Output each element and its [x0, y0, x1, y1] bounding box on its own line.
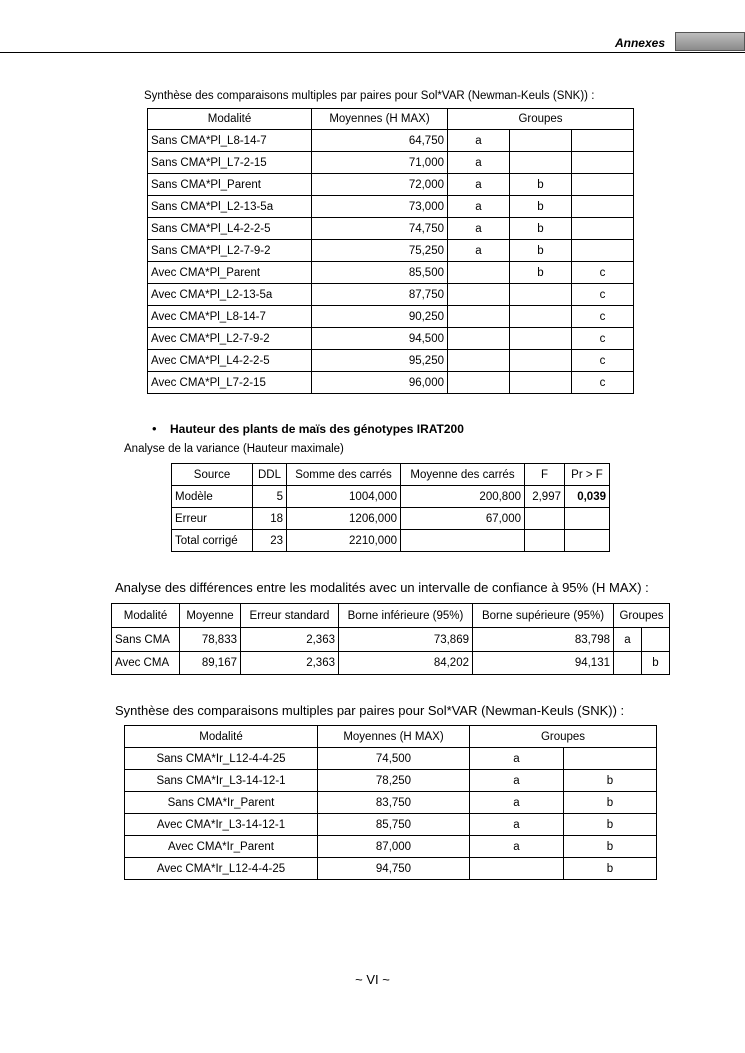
- diff-caption: Analyse des différences entre les modalités avec un intervalle de confiance à 95% (H MAX) :: [115, 580, 649, 595]
- table-row: [148, 218, 634, 240]
- cell: Avec CMA*Ir_Parent: [125, 836, 318, 858]
- section-heading: Hauteur des plants de maïs des génotypes IRAT200: [170, 422, 464, 436]
- cell: b: [510, 262, 572, 284]
- table-row: [112, 652, 670, 675]
- cell: 64,750: [312, 130, 448, 152]
- table-row: [148, 152, 634, 174]
- cell: Avec CMA: [112, 652, 180, 675]
- table1-header-groupes: Groupes: [448, 109, 634, 130]
- cell: 74,750: [312, 218, 448, 240]
- cell: 90,250: [312, 306, 448, 328]
- cell: Modèle: [172, 486, 253, 508]
- cell: Total corrigé: [172, 530, 253, 552]
- cell: a: [470, 836, 564, 858]
- table-row: [172, 486, 610, 508]
- table-row: [172, 530, 610, 552]
- cell: 85,750: [318, 814, 470, 836]
- table-row: [125, 858, 657, 880]
- cell: b: [564, 836, 657, 858]
- cell: 87,000: [318, 836, 470, 858]
- anova-header-moyenne: Moyenne des carrés: [401, 464, 525, 486]
- header-decoration-box: [675, 32, 745, 51]
- table-row: [112, 628, 670, 652]
- anova-header-ddl: DDL: [253, 464, 287, 486]
- cell: [572, 218, 634, 240]
- cell: [510, 284, 572, 306]
- cell: 89,167: [180, 652, 241, 675]
- anova-header-f: F: [525, 464, 565, 486]
- table-row: [148, 284, 634, 306]
- cell: 95,250: [312, 350, 448, 372]
- cell: a: [448, 218, 510, 240]
- cell: 200,800: [401, 486, 525, 508]
- cell: [572, 130, 634, 152]
- table1-snk-pl: [147, 108, 634, 394]
- table-row: [125, 836, 657, 858]
- cell: 73,869: [339, 628, 473, 652]
- table2-snk-ir: [124, 725, 657, 880]
- cell: [448, 350, 510, 372]
- table-row: [172, 508, 610, 530]
- cell: [565, 508, 610, 530]
- cell: 94,131: [473, 652, 614, 675]
- cell: Sans CMA*Ir_Parent: [125, 792, 318, 814]
- table-row: [148, 328, 634, 350]
- anova-caption: Analyse de la variance (Hauteur maximale): [124, 443, 344, 455]
- cell: [564, 748, 657, 770]
- cell: Sans CMA*Pl_Parent: [148, 174, 312, 196]
- cell: Sans CMA*Ir_L3-14-12-1: [125, 770, 318, 792]
- cell: [572, 152, 634, 174]
- table-row: [148, 174, 634, 196]
- cell: 78,250: [318, 770, 470, 792]
- cell: 23: [253, 530, 287, 552]
- cell: 2,363: [241, 628, 339, 652]
- cell: a: [614, 628, 642, 652]
- table-row: [148, 372, 634, 394]
- cell: 74,500: [318, 748, 470, 770]
- cell: a: [448, 240, 510, 262]
- cell: a: [448, 130, 510, 152]
- cell: [510, 130, 572, 152]
- cell: [448, 306, 510, 328]
- cell: 2210,000: [287, 530, 401, 552]
- cell: Erreur: [172, 508, 253, 530]
- cell: 83,798: [473, 628, 614, 652]
- cell: [572, 174, 634, 196]
- cell: b: [564, 792, 657, 814]
- cell: [614, 652, 642, 675]
- cell: [572, 196, 634, 218]
- cell: a: [448, 174, 510, 196]
- cell: [525, 530, 565, 552]
- cell: a: [470, 814, 564, 836]
- cell: Sans CMA*Pl_L4-2-2-5: [148, 218, 312, 240]
- cell: 71,000: [312, 152, 448, 174]
- cell: Avec CMA*Pl_L4-2-2-5: [148, 350, 312, 372]
- table2-header-modalite: Modalité: [125, 726, 318, 748]
- table-row: [148, 306, 634, 328]
- cell: 94,750: [318, 858, 470, 880]
- diff-table: [111, 603, 670, 675]
- table-row: [125, 792, 657, 814]
- cell: c: [572, 328, 634, 350]
- cell: Avec CMA*Pl_Parent: [148, 262, 312, 284]
- cell: a: [470, 770, 564, 792]
- cell: 96,000: [312, 372, 448, 394]
- cell: [565, 530, 610, 552]
- diff-header-borne-sup: Borne supérieure (95%): [473, 604, 614, 628]
- cell: [510, 328, 572, 350]
- cell: [401, 530, 525, 552]
- diff-header-groupes: Groupes: [614, 604, 670, 628]
- table1-header-modalite: Modalité: [148, 109, 312, 130]
- cell: b: [510, 218, 572, 240]
- table-row: [125, 770, 657, 792]
- table2-caption: Synthèse des comparaisons multiples par paires pour Sol*VAR (Newman-Keuls (SNK)) :: [115, 703, 625, 718]
- cell: 2,997: [525, 486, 565, 508]
- cell: [448, 372, 510, 394]
- table1-header-moyennes: Moyennes (H MAX): [312, 109, 448, 130]
- cell: [448, 262, 510, 284]
- table2-header-groupes: Groupes: [470, 726, 657, 748]
- anova-header-somme: Somme des carrés: [287, 464, 401, 486]
- table-row: [125, 748, 657, 770]
- table2-body: [125, 748, 657, 880]
- cell: Avec CMA*Pl_L7-2-15: [148, 372, 312, 394]
- cell: [510, 372, 572, 394]
- cell: [470, 858, 564, 880]
- cell: [448, 328, 510, 350]
- cell: c: [572, 372, 634, 394]
- header-rule: [0, 52, 745, 53]
- cell: 78,833: [180, 628, 241, 652]
- cell: 72,000: [312, 174, 448, 196]
- cell: Sans CMA: [112, 628, 180, 652]
- anova-header-prf: Pr > F: [565, 464, 610, 486]
- cell: 75,250: [312, 240, 448, 262]
- page-number: ~ VI ~: [355, 972, 390, 987]
- anova-table: [171, 463, 610, 552]
- cell: [448, 284, 510, 306]
- cell: c: [572, 262, 634, 284]
- cell: Avec CMA*Pl_L2-7-9-2: [148, 328, 312, 350]
- cell: 2,363: [241, 652, 339, 675]
- cell: 85,500: [312, 262, 448, 284]
- diff-header-moyenne: Moyenne: [180, 604, 241, 628]
- table1-caption: Synthèse des comparaisons multiples par paires pour Sol*VAR (Newman-Keuls (SNK)) :: [144, 90, 595, 102]
- table-row: [125, 814, 657, 836]
- anova-header-source: Source: [172, 464, 253, 486]
- bullet-icon: •: [152, 421, 157, 436]
- table1-body: [148, 130, 634, 394]
- cell: b: [564, 770, 657, 792]
- cell: a: [448, 196, 510, 218]
- cell: Sans CMA*Pl_L8-14-7: [148, 130, 312, 152]
- cell: Avec CMA*Pl_L8-14-7: [148, 306, 312, 328]
- cell: Avec CMA*Pl_L2-13-5a: [148, 284, 312, 306]
- table-row: [148, 196, 634, 218]
- cell: [525, 508, 565, 530]
- table-row: [148, 350, 634, 372]
- diff-header-borne-inf: Borne inférieure (95%): [339, 604, 473, 628]
- cell: c: [572, 350, 634, 372]
- header-title: Annexes: [614, 36, 665, 50]
- cell: b: [510, 174, 572, 196]
- cell: 18: [253, 508, 287, 530]
- cell: b: [510, 196, 572, 218]
- cell: 73,000: [312, 196, 448, 218]
- cell: Sans CMA*Pl_L2-13-5a: [148, 196, 312, 218]
- cell: [510, 350, 572, 372]
- cell: b: [564, 858, 657, 880]
- cell: 0,039: [565, 486, 610, 508]
- cell: b: [642, 652, 670, 675]
- cell: b: [510, 240, 572, 262]
- cell: 1206,000: [287, 508, 401, 530]
- cell: a: [448, 152, 510, 174]
- cell: 5: [253, 486, 287, 508]
- table-row: [148, 262, 634, 284]
- cell: 84,202: [339, 652, 473, 675]
- cell: 67,000: [401, 508, 525, 530]
- cell: a: [470, 792, 564, 814]
- cell: c: [572, 284, 634, 306]
- cell: [572, 240, 634, 262]
- cell: Sans CMA*Pl_L7-2-15: [148, 152, 312, 174]
- table-row: [148, 240, 634, 262]
- cell: 1004,000: [287, 486, 401, 508]
- cell: 87,750: [312, 284, 448, 306]
- cell: Sans CMA*Ir_L12-4-4-25: [125, 748, 318, 770]
- cell: Avec CMA*Ir_L12-4-4-25: [125, 858, 318, 880]
- cell: c: [572, 306, 634, 328]
- cell: [510, 306, 572, 328]
- diff-header-erreur: Erreur standard: [241, 604, 339, 628]
- cell: [510, 152, 572, 174]
- cell: Sans CMA*Pl_L2-7-9-2: [148, 240, 312, 262]
- cell: 94,500: [312, 328, 448, 350]
- cell: a: [470, 748, 564, 770]
- diff-header-modalite: Modalité: [112, 604, 180, 628]
- cell: Avec CMA*Ir_L3-14-12-1: [125, 814, 318, 836]
- table-row: [148, 130, 634, 152]
- table2-header-moyennes: Moyennes (H MAX): [318, 726, 470, 748]
- cell: b: [564, 814, 657, 836]
- cell: [642, 628, 670, 652]
- cell: 83,750: [318, 792, 470, 814]
